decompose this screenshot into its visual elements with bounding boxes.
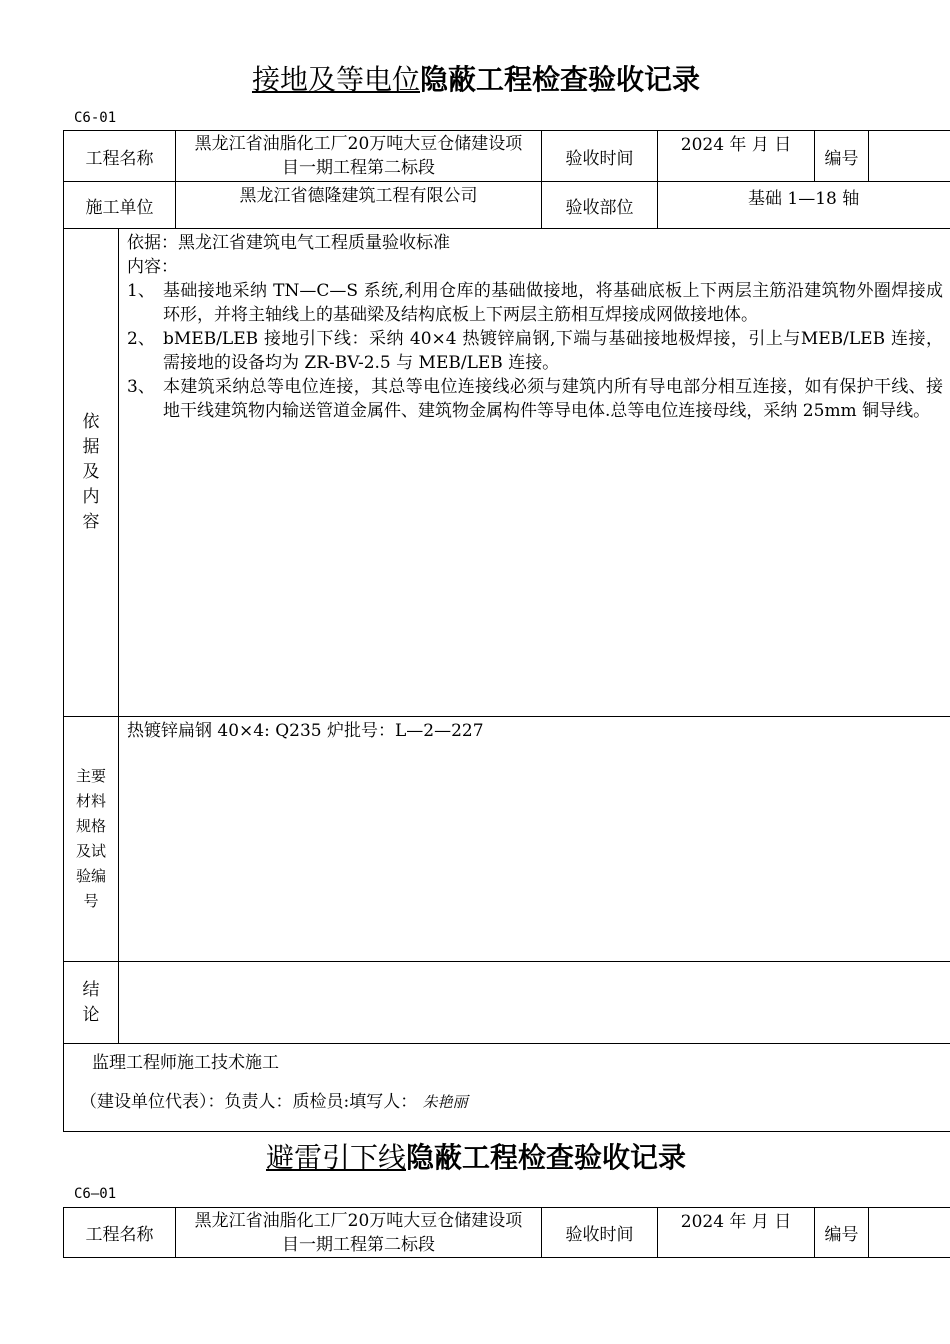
conclusion-value: [119, 962, 950, 1044]
record1-form-code: C6-01: [74, 110, 117, 126]
accept-time-label: 验收时间: [542, 1208, 658, 1258]
content-item-text: bMEB/LEB 接地引下线：采纳 40×4 热镀锌扁钢,下端与基础接地极焊接，引上与MEB/LEB 连接，需接地的设备均为 ZR-BV-2.5 与 MEB/LEB 连接。: [163, 329, 943, 373]
project-name-value: 黑龙江省油脂化工厂20万吨大豆仓储建设项目一期工程第二标段: [176, 1208, 542, 1258]
material-value: 热镀锌扁钢 40×4: Q235 炉批号：L—2—227: [119, 717, 950, 962]
content-item: [127, 375, 943, 423]
serial-value: [869, 1208, 950, 1258]
accept-time-label: 验收时间: [542, 131, 658, 182]
serial-label: 编号: [815, 1208, 869, 1258]
record1-title-bold: 隐蔽工程检查验收记录: [420, 63, 701, 96]
serial-label: 编号: [815, 131, 869, 182]
basis-line: 依据：黑龙江省建筑电气工程质量验收标准: [127, 233, 450, 253]
record2-title-bold: 隐蔽工程检查验收记录: [406, 1141, 687, 1174]
project-name-value: 黑龙江省油脂化工厂20万吨大豆仓储建设项目一期工程第二标段: [176, 131, 542, 182]
content-item-number: 3、: [127, 377, 155, 397]
sign-line-1: 监理工程师施工技术施工: [92, 1053, 279, 1073]
material-label: 主要材料规格及试验编号: [64, 717, 119, 962]
basis-content: [119, 229, 950, 717]
accept-part-label: 验收部位: [542, 182, 658, 229]
content-item-number: 1、: [127, 281, 155, 301]
record2-title: [60, 1140, 892, 1176]
conclusion-label: 结论: [64, 962, 119, 1044]
project-name-label: 工程名称: [64, 1208, 176, 1258]
content-item: [127, 279, 943, 327]
signature-block: [64, 1044, 950, 1132]
record1-title-underlined: 接地及等电位: [251, 63, 420, 96]
contractor-label: 施工单位: [64, 182, 176, 229]
project-name-label: 工程名称: [64, 131, 176, 182]
content-item: [127, 327, 943, 375]
content-label-line: 内容：: [127, 257, 178, 277]
content-item-text: 本建筑采纳总等电位连接，其总等电位连接线必须与建筑内所有导电部分相互连接，如有保护干线、接地干线建筑物内输送管道金属件、建筑物金属构件等导电体.总等电位连接母线，采纳 25mm 铜导线。: [163, 377, 943, 421]
serial-value: [869, 131, 950, 182]
accept-time-value: 2024 年 月 日: [658, 1208, 815, 1258]
record1-title: [60, 62, 892, 98]
content-item-number: 2、: [127, 329, 155, 349]
contractor-value: 黑龙江省德隆建筑工程有限公司: [176, 182, 542, 229]
record1-table: [63, 130, 950, 1132]
record2-title-underlined: 避雷引下线: [265, 1141, 406, 1174]
handwritten-signature: 朱艳丽: [422, 1093, 468, 1111]
accept-part-value: 基础 1—18 轴: [658, 182, 950, 229]
basis-label: 依据及内容: [64, 229, 119, 717]
accept-time-value: 2024 年 月 日: [658, 131, 815, 182]
sign-line-2: （建设单位代表）：负责人：质检员:填写人：: [80, 1092, 418, 1112]
record2-table: [63, 1207, 950, 1258]
content-item-text: 基础接地采纳 TN—C—S 系统,利用仓库的基础做接地，将基础底板上下两层主筋沿建筑物外圈焊接成环形，并将主轴线上的基础梁及结构底板上下两层主筋相互焊接成网做接地体。: [163, 281, 943, 325]
record2-form-code: C6—01: [74, 1186, 117, 1202]
